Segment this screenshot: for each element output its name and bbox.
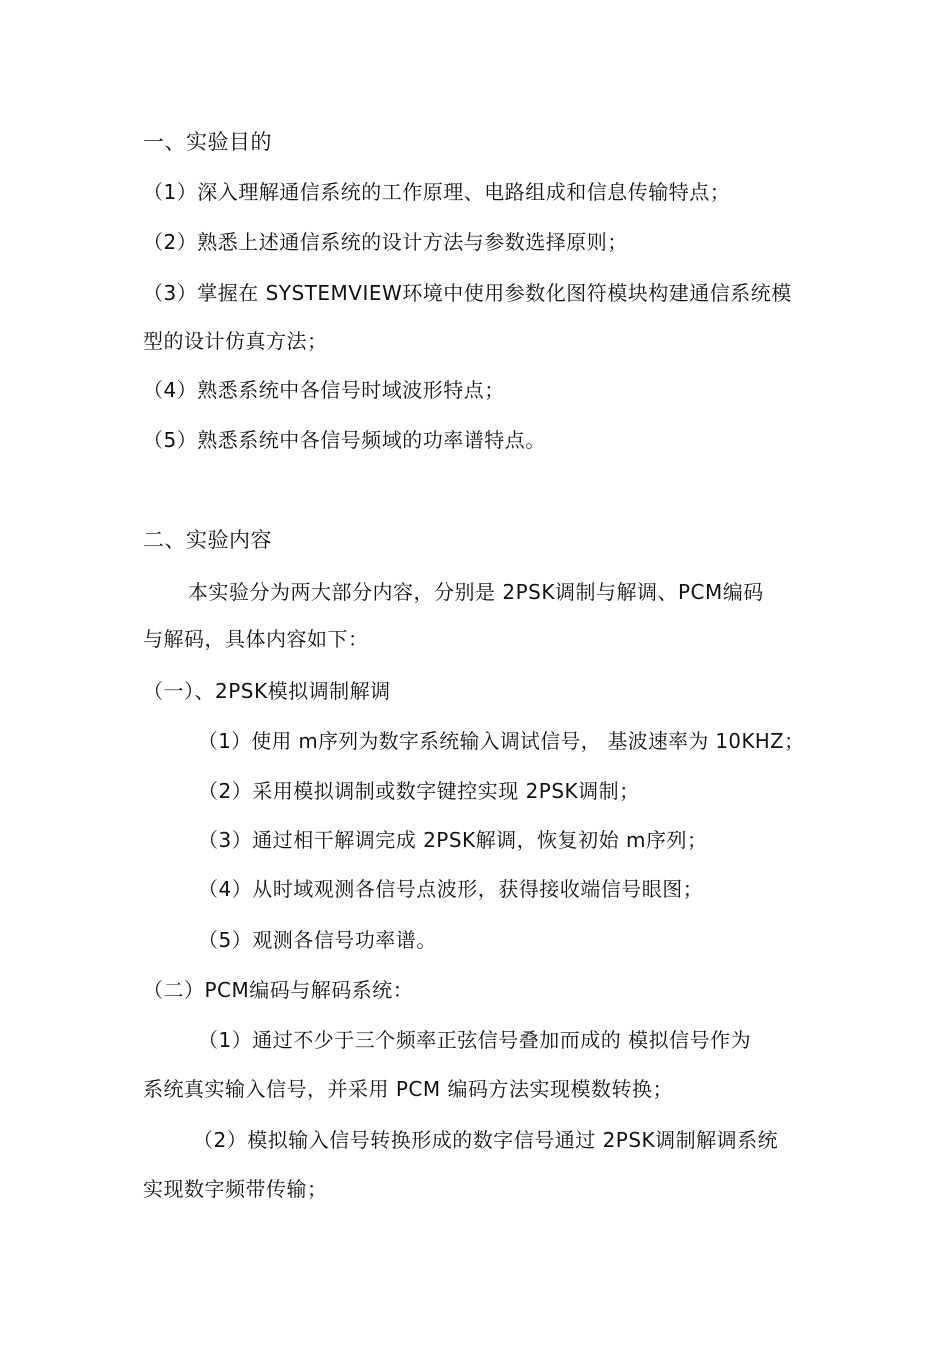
part1-item: （2）采用模拟调制或数字键控实现 2PSK调制； (198, 779, 640, 803)
part2-title: （二）PCM编码与解码系统： (143, 978, 414, 1002)
part2-item-continuation: 实现数字频带传输； (143, 1177, 328, 1201)
part1-title: （一）、2PSK模拟调制解调 (143, 679, 391, 703)
objective-item: （1）深入理解通信系统的工作原理、电路组成和信息传输特点； (143, 180, 731, 204)
objective-item: （3）掌握在 SYSTEMVIEW环境中使用参数化图符模块构建通信系统模 (143, 281, 792, 305)
objective-item: （4）熟悉系统中各信号时域波形特点； (143, 378, 505, 402)
section-heading-objectives: 一、实验目的 (143, 130, 272, 154)
part1-item: （1）使用 m序列为数字系统输入调试信号， 基波速率为 10KHZ； (198, 729, 805, 753)
objective-item: （5）熟悉系统中各信号频域的功率谱特点。 (143, 428, 546, 452)
content-intro-continuation: 与解码，具体内容如下： (143, 627, 369, 651)
objective-item-continuation: 型的设计仿真方法； (143, 329, 328, 353)
part2-item: （1）通过不少于三个频率正弦信号叠加而成的 模拟信号作为 (198, 1028, 752, 1052)
section-heading-content: 二、实验内容 (143, 528, 272, 552)
part1-item: （3）通过相干解调完成 2PSK解调，恢复初始 m序列； (198, 828, 708, 852)
objective-item: （2）熟悉上述通信系统的设计方法与参数选择原则； (143, 230, 628, 254)
part1-item: （5）观测各信号功率谱。 (198, 928, 437, 952)
part2-item-continuation: 系统真实输入信号，并采用 PCM 编码方法实现模数转换； (143, 1077, 673, 1101)
part1-item: （4）从时域观测各信号点波形，获得接收端信号眼图； (198, 877, 704, 901)
part2-item: （2）模拟输入信号转换形成的数字信号通过 2PSK调制解调系统 (193, 1128, 779, 1152)
content-intro: 本实验分为两大部分内容，分别是 2PSK调制与解调、PCM编码 (188, 580, 764, 604)
